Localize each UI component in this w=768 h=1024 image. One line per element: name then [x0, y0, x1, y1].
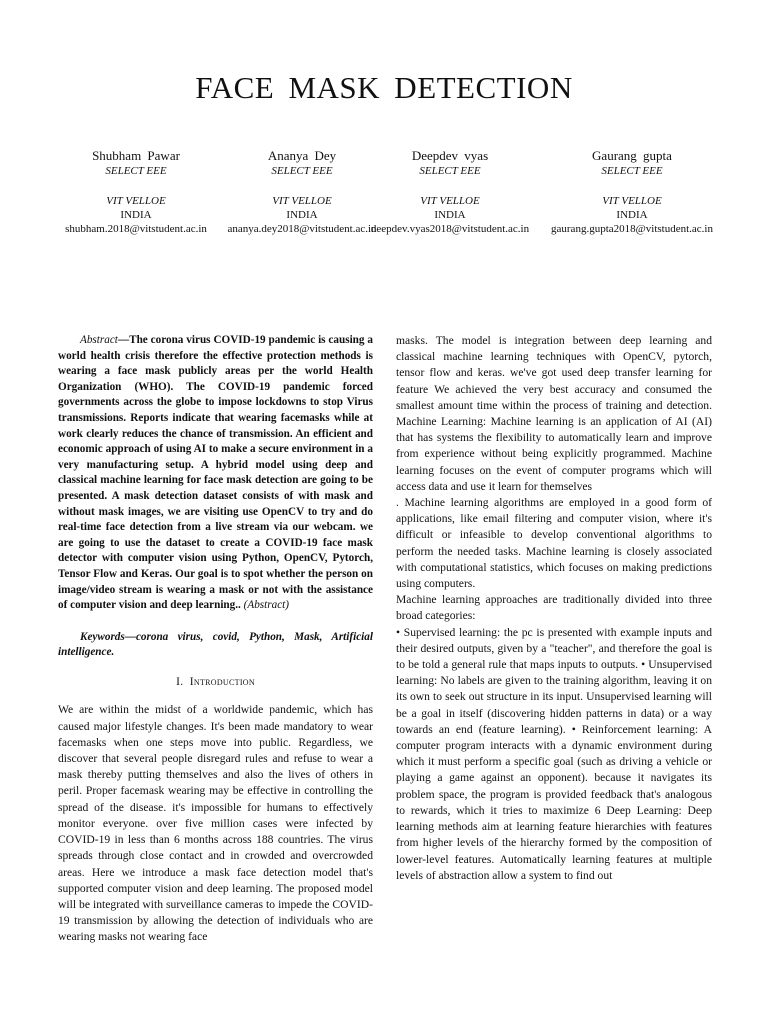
author-country: INDIA — [616, 209, 648, 221]
body-paragraph: masks. The model is integration between deep learning and classical machine learning techniques with OpenCV, pytorch, tensor flow and keras. we've got used deep transfer learning for feature We achieved the very best accuracy and consumed the smallest amount time within the process of training and detection. Machine Learning: Machine learning is an application of AI (AI) that has systems the flexibility to automatically learn and improve from experience without being explicitly programmed. Machine learning focuses on the event of computer programs which will access data and use it learn for themselves — [396, 334, 712, 493]
author-name: Shubham Pawar — [92, 148, 180, 163]
author-email[interactable]: shubham.2018@vitstudent.ac.in — [65, 223, 207, 235]
body-paragraph: • Supervised learning: the pc is presented with example inputs and their desired outputs, given by a "teacher", and therefore the goal is to be told a general rule that maps inputs to outputs. • Unsupervised learning: No labels are given to the training algorithm, leaving it on its own to seek out structure in its input. Unsupervised learning will be a goal in itself (discovering hidden patterns in data) or a way towards an end (feature learning). • Reinforcement learning: A computer program interacts with a dynamic environment during which it must perform a specific goal (such as driving a vehicle or playing a game against an opponent). because it navigates its problem space, the program is provided feedback that's analogous to rewards, which it tries to maximize 6 Deep Learning: Deep learning methods aim at learning feature hierarchies with features from higher levels of the hierarchy formed by the composition of lower-level features. Automatically learning features at multiple levels of abstraction allow a system to find out — [396, 625, 712, 882]
section-number: I. — [176, 675, 184, 688]
abstract-tail: (Abstract) — [243, 599, 290, 612]
author-org: VIT VELLOE — [420, 195, 480, 207]
keywords: Keywords—corona virus, covid, Python, Mask, Artificial intelligence. — [58, 630, 373, 659]
author-dept: SELECT EEE — [105, 165, 167, 177]
right-column — [396, 333, 712, 884]
intro-paragraph: We are within the midst of a worldwide pandemic, which has caused major lifestyle changes. It's been made mandatory to wear facemasks when one steps move into public. Regardless, we discover that several people disregard rules and refuse to wear a mask thereby putting themselves and also the lives of others in peril. Proper facemask wearing may be effective in controlling the spread of the disease. it's impossible for humans to effectively monitor everyone. over five million cases were infected by COVID-19 in less than 6 months across 188 countries. The virus spreads through close contact and in crowded and overcrowded areas. Here we introduce a mask face detection model that's supported computer vision and deep learning. The proposed model will be integrated with surveillance cameras to impede the COVID-19 transmission by allowing the detection of individuals who are wearing masks not wearing face — [58, 703, 373, 944]
author-email[interactable]: deepdev.vyas2018@vitstudent.ac.in — [370, 223, 530, 235]
abstract-label: Abstract — [80, 334, 118, 346]
author-country: INDIA — [434, 209, 466, 221]
author-block — [50, 148, 726, 268]
left-column — [58, 333, 373, 946]
author-name: Gaurang gupta — [592, 148, 672, 163]
author-dept: SELECT EEE — [601, 165, 663, 177]
author-org: VIT VELLOE — [272, 195, 332, 207]
author-name: Ananya Dey — [267, 148, 337, 163]
author-email[interactable]: ananya.dey2018@vitstudent.ac.in — [227, 223, 377, 235]
author-country: INDIA — [120, 209, 152, 221]
author-name: Deepdev vyas — [411, 148, 489, 163]
author-3 — [369, 148, 531, 236]
author-email[interactable]: gaurang.gupta2018@vitstudent.ac.in — [551, 223, 713, 235]
author-org: VIT VELLOE — [106, 195, 166, 207]
author-dept: SELECT EEE — [271, 165, 333, 177]
author-4 — [547, 148, 717, 236]
body-paragraph: Machine learning approaches are traditionally divided into three broad categories: — [396, 593, 712, 623]
abstract-dash: — — [117, 334, 130, 346]
abstract-text: The corona virus COVID-19 pandemic is causing a world health crisis therefore the effective protection methods is wearing a face mask publicly areas per the world Health Organization (WHO). The COVID-19 pandemic forced governments across the globe to impose lockdowns to stop Virus transmissions. Reports indicate that wearing facemasks while at work clearly reduces the chance of transmission. An efficient and economic approach of using AI to make a secure environment in a very manufacturing setup. A hybrid model using deep and classical machine learning for face mask detection are going to be presented. A mask detection dataset consists of with mask and without mask images, we are visiting use OpenCV to try and do real-time face detection from a live stream via our webcam. we are going to use the dataset to create a COVID-19 face mask detector with computer vision using Python, OpenCV, Pytorch, Tensor Flow and Keras. Our goal is to spot whether the person on image/video stream is wearing a mask or not with the assistance of computer vision and deep learning.. — [58, 334, 373, 612]
paper-title: FACE MASK DETECTION — [195, 70, 573, 105]
section-heading — [58, 675, 373, 691]
author-dept: SELECT EEE — [419, 165, 481, 177]
author-country: INDIA — [286, 209, 318, 221]
author-org: VIT VELLOE — [602, 195, 662, 207]
section-title: Introduction — [189, 675, 255, 688]
body-paragraph: . Machine learning algorithms are employed in a good form of applications, like email filtering and computer vision, where it's difficult or infeasible to develop conventional algorithms to perform the needed tasks. Machine learning is closely associated with computational statistics, which focuses on making predictions using computers. — [396, 496, 712, 591]
abstract — [58, 333, 373, 614]
